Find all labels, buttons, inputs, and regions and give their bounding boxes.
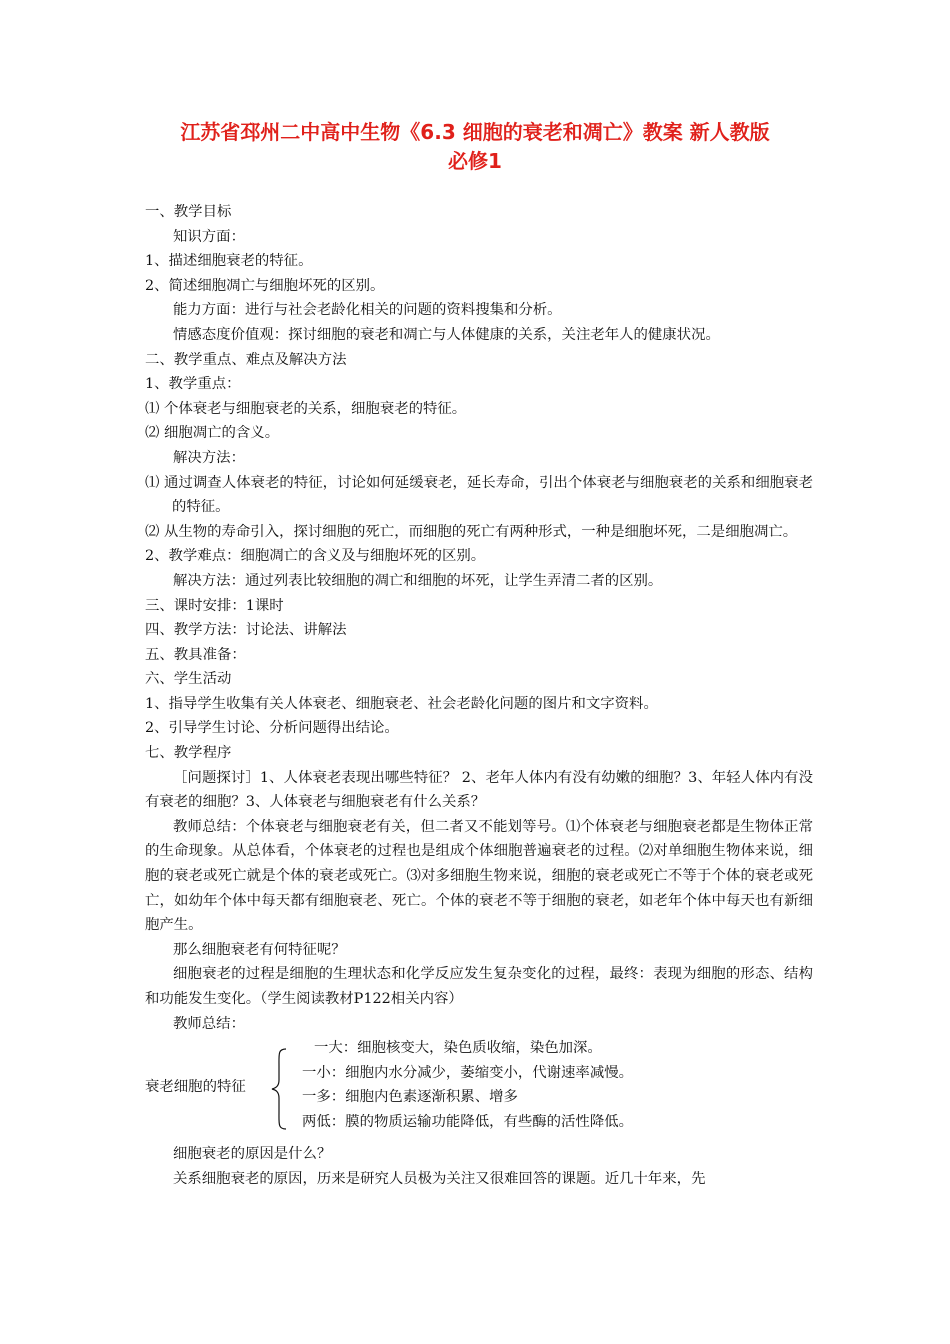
section-heading-procedure: 七、教学程序	[145, 745, 232, 762]
paragraph-question-discussion: ［问题探讨］1、人体衰老表现出哪些特征？ 2、老年人体内有没有幼嫩的细胞？3、年轻人体内有没有衰老的细胞？3、人体衰老与细胞衰老有什么关系？	[145, 769, 813, 811]
knowledge-label: 知识方面：	[173, 228, 245, 245]
section-heading-key-points: 二、教学重点、难点及解决方法	[145, 351, 347, 368]
left-brace-icon	[270, 1048, 288, 1130]
title-line-2: 必修1	[448, 149, 502, 173]
paragraph-aging-process: 细胞衰老的过程是细胞的生理状态和化学反应发生复杂变化的过程，最终：表现为细胞的形态、结构和功能发生变化。（学生阅读教材P122相关内容）	[145, 966, 813, 1007]
features-label: 衰老细胞的特征	[145, 1079, 246, 1096]
section-heading-activities: 六、学生活动	[145, 671, 232, 688]
activity-item-1: 1、指导学生收集有关人体衰老、细胞衰老、社会老龄化问题的图片和文字资料。	[145, 695, 658, 712]
aging-features-diagram	[145, 1038, 813, 1138]
knowledge-item-1: 1、描述细胞衰老的特征。	[145, 253, 313, 270]
feature-item: 一大：细胞核变大，染色质收缩，染色加深。	[314, 1040, 602, 1057]
feature-item: 一多：细胞内色素逐渐积累、增多	[302, 1089, 518, 1106]
section-schedule: 三、课时安排：1课时	[145, 597, 284, 614]
key-point-item-1: ⑴ 个体衰老与细胞衰老的关系，细胞衰老的特征。	[145, 400, 467, 417]
teacher-summary-label: 教师总结：	[173, 1015, 245, 1032]
activity-item-2: 2、引导学生讨论、分析问题得出结论。	[145, 720, 399, 737]
paragraph-teacher-summary: 教师总结：个体衰老与细胞衰老有关，但二者又不能划等号。⑴个体衰老与细胞衰老都是生物体正常的生命现象。从总体看，个体衰老的过程也是组成个体细胞普遍衰老的过程。⑵对单细胞生物体来说，细胞的衰老或死亡就是个体的衰老或死亡。⑶对多细胞生物来说，细胞的衰老或死亡不等于个体的衰老或死亡，如幼年个体中每天都有细胞衰老、死亡。个体的衰老不等于细胞的衰老，如老年个体中每天也有新细胞产生。	[145, 818, 813, 934]
ability-objective: 能力方面：进行与社会老龄化相关的问题的资料搜集和分析。	[173, 302, 562, 319]
features-list	[302, 1036, 633, 1134]
solve-method-item-1: ⑴ 通过调查人体衰老的特征，讨论如何延缓衰老，延长寿命，引出个体衰老与细胞衰老的关系和细胞衰老的特征。	[145, 474, 813, 516]
key-point-item-2: ⑵ 细胞凋亡的含义。	[145, 425, 280, 442]
title-line-1: 江苏省邳州二中高中生物《6.3 细胞的衰老和凋亡》教案 新人教版	[180, 120, 770, 144]
paragraph-cause: 关系细胞衰老的原因，历来是研究人员极为关注又很难回答的课题。近几十年来，先	[173, 1170, 706, 1187]
document-title	[120, 118, 830, 176]
paragraph-cause-question: 细胞衰老的原因是什么？	[173, 1146, 332, 1163]
paragraph-feature-question: 那么细胞衰老有何特征呢？	[173, 941, 346, 958]
document-body	[145, 200, 813, 1191]
solve-method-item-2: ⑵ 从生物的寿命引入，探讨细胞的死亡，而细胞的死亡有两种形式，一种是细胞坏死，二是细胞凋亡。	[145, 523, 798, 540]
knowledge-item-2: 2、简述细胞凋亡与细胞坏死的区别。	[145, 277, 385, 294]
section-methods: 四、教学方法：讨论法、讲解法	[145, 622, 347, 639]
key-point-label: 1、教学重点：	[145, 376, 241, 393]
feature-item: 一小：细胞内水分减少，萎缩变小，代谢速率减慢。	[302, 1064, 633, 1081]
section-heading-objectives: 一、教学目标	[145, 204, 232, 220]
difficult-point: 2、教学难点：细胞凋亡的含义及与细胞坏死的区别。	[145, 548, 486, 565]
section-materials: 五、教具准备：	[145, 646, 246, 663]
difficult-solve-method: 解决方法：通过列表比较细胞的凋亡和细胞的坏死，让学生弄清二者的区别。	[173, 572, 663, 589]
solve-method-label: 解决方法：	[173, 449, 245, 466]
emotion-objective: 情感态度价值观：探讨细胞的衰老和凋亡与人体健康的关系，关注老年人的健康状况。	[173, 326, 720, 343]
feature-item: 两低：膜的物质运输功能降低，有些酶的活性降低。	[302, 1113, 633, 1130]
